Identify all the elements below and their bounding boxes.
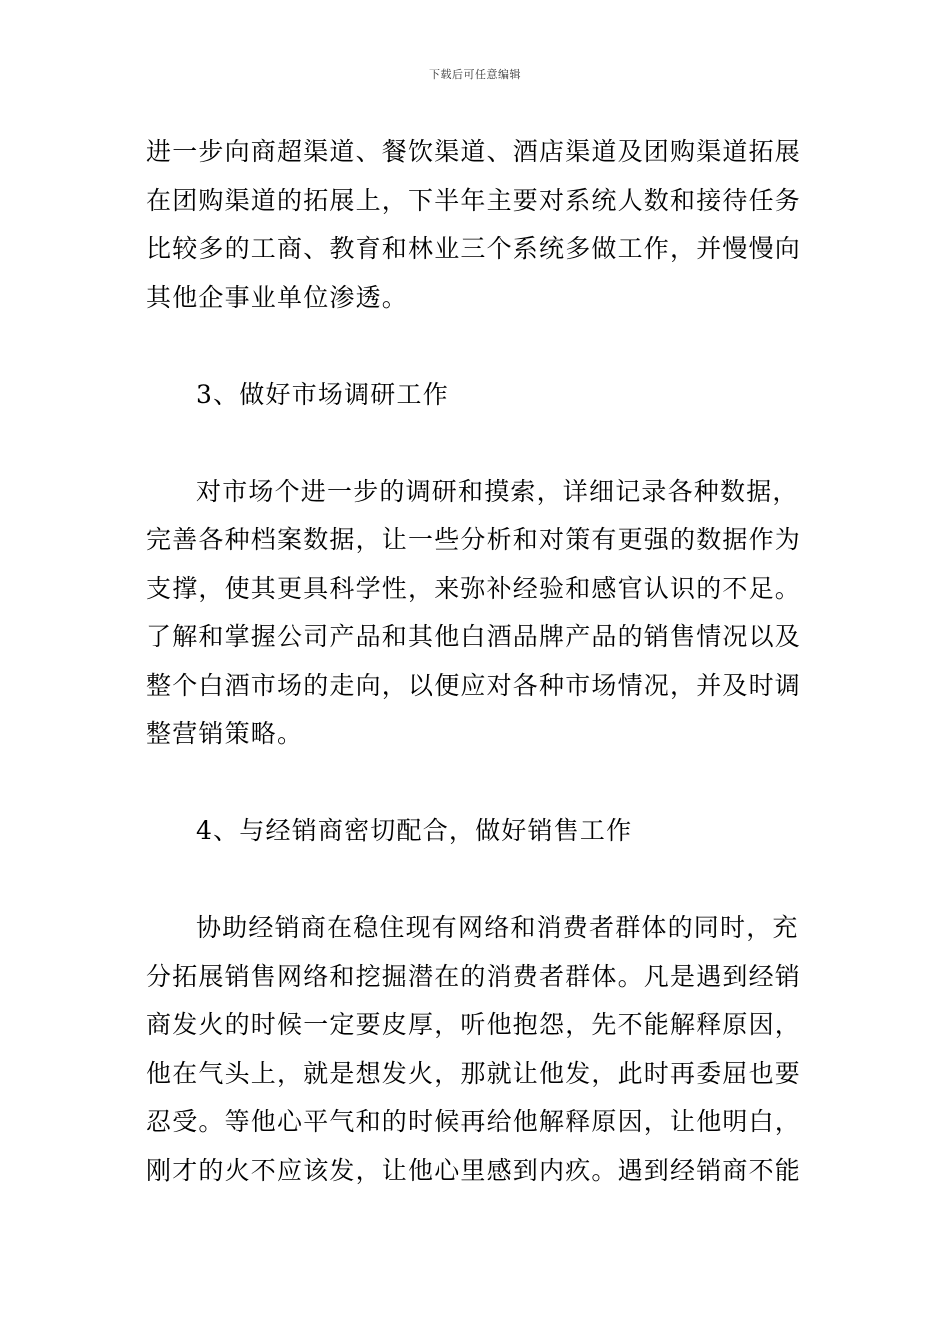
- text-line: 分拓展销售网络和挖掘潜在的消费者群体。凡是遇到经销: [146, 961, 802, 991]
- text-line: 对市场个进一步的调研和摸索，详细记录各种数据，: [196, 476, 799, 506]
- text-line: 协助经销商在稳住现有网络和消费者群体的同时，充: [196, 913, 799, 942]
- text-line: 在团购渠道的拓展上，下半年主要对系统人数和接待任务: [146, 185, 802, 215]
- text-line: 刚才的火不应该发，让他心里感到内疚。遇到经销商不能: [146, 1155, 802, 1185]
- text-line: 他在气头上，就是想发火，那就让他发，此时再委屈也要: [146, 1058, 802, 1088]
- text-line: 整个白酒市场的走向，以便应对各种市场情况，并及时调: [146, 670, 802, 700]
- text-line: 整营销策略。: [146, 719, 304, 748]
- document-body: [146, 128, 806, 1195]
- section-heading-3: 3、做好市场调研工作: [196, 379, 449, 409]
- paragraph-dealers: [146, 904, 806, 1195]
- text-line: 完善各种档案数据，让一些分析和对策有更强的数据作为: [146, 525, 802, 554]
- page-header: 下载后可任意编辑: [429, 68, 521, 81]
- text-line: 支撑，使其更具科学性，来弥补经验和感官认识的不足。: [146, 573, 802, 603]
- text-line: 了解和掌握公司产品和其他白酒品牌产品的销售情况以及: [146, 622, 802, 651]
- paragraph-channels: [146, 128, 806, 322]
- text-line: 比较多的工商、教育和林业三个系统多做工作，并慢慢向: [146, 234, 802, 263]
- section-heading-4: 4、与经销商密切配合，做好销售工作: [196, 816, 633, 845]
- text-line: 商发火的时候一定要皮厚，听他抱怨，先不能解释原因，: [146, 1010, 802, 1039]
- text-line: 进一步向商超渠道、餐饮渠道、酒店渠道及团购渠道拓展: [146, 137, 802, 166]
- paragraph-market-research: [146, 468, 806, 759]
- text-line: 其他企事业单位渗透。: [146, 282, 409, 312]
- text-line: 忍受。等他心平气和的时候再给他解释原因，让他明白，: [146, 1107, 802, 1136]
